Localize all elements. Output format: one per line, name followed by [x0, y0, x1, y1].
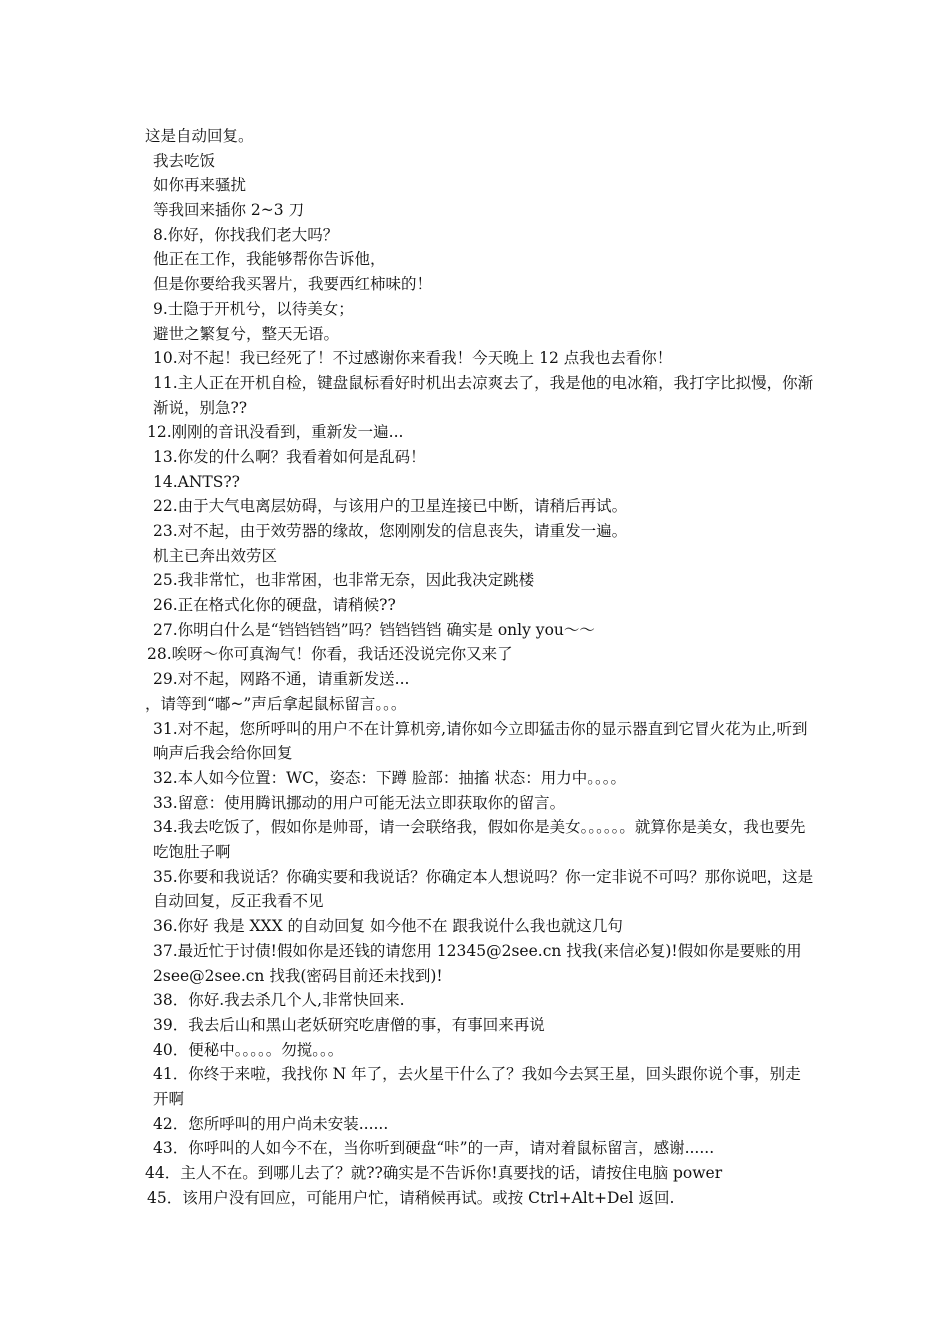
text-line: 9.士隐于开机兮，以待美女； [153, 299, 354, 318]
text-line: 14.ANTS?? [153, 472, 240, 491]
text-line: 等我回来插你 2~3 刀 [153, 201, 305, 220]
text-line: 45．该用户没有回应，可能用户忙，请稍候再试。或按 Ctrl+Alt+Del 返回. [147, 1188, 675, 1207]
text-line: 25.我非常忙，也非常困，也非常无奈，因此我决定跳楼 [153, 571, 535, 590]
text-line: 避世之繁复兮，整天无语。 [153, 324, 340, 343]
text-line: 10.对不起！我已经死了！不过感谢你来看我！今天晚上 12 点我也去看你！ [153, 349, 673, 368]
text-line: 29.对不起，网路不通，请重新发送... [153, 670, 410, 689]
text-line: 23.对不起，由于效劳器的缘故，您刚刚发的信息丧失，请重发一遍。 [153, 522, 628, 541]
text-line: ，请等到“嘟~”声后拿起鼠标留言。。。 [145, 694, 407, 713]
text-line: 这是自动回复。 [145, 127, 254, 145]
text-paragraph: 11.主人正在开机自检，键盘鼠标看好时机出去凉爽去了，我是他的电冰箱，我打字比拟慢，你渐渐说，别急?? [153, 373, 814, 417]
text-line: 38．你好.我去杀几个人,非常快回来. [153, 991, 405, 1010]
text-line: 12.刚刚的音讯没看到，重新发一遍... [147, 423, 404, 442]
text-line: 40．便秘中。。。。。勿搅。。。 [153, 1040, 344, 1059]
text-line: 机主已奔出效劳区 [153, 546, 278, 565]
text-paragraph: 37.最近忙于讨债!假如你是还钱的请您用 12345@2see.cn 找我(来信必复)!假如你是要账的用 2see@2see.cn 找我(密码目前还未找到)! [153, 941, 802, 985]
text-line: 33.留意：使用腾讯挪动的用户可能无法立即获取你的留言。 [153, 793, 566, 812]
text-line: 43．你呼叫的人如今不在，当你听到硬盘“咔”的一声，请对着鼠标留言，感谢...... [153, 1139, 715, 1158]
text-paragraph: 31.对不起，您所呼叫的用户不在计算机旁,请你如今立即猛击你的显示器直到它冒火花为止,听到响声后我会给你回复 [153, 719, 808, 763]
text-line: 22.由于大气电离层妨碍，与该用户的卫星连接已中断，请稍后再试。 [153, 497, 628, 516]
text-line: 42．您所呼叫的用户尚未安装...... [153, 1114, 389, 1133]
text-line: 他正在工作，我能够帮你告诉他， [153, 250, 386, 269]
text-line: 36.你好 我是 XXX 的自动回复 如今他不在 跟我说什么我也就这几句 [153, 917, 623, 936]
text-line: 28.唉呀～你可真淘气！你看，我话还没说完你又来了 [147, 645, 513, 664]
text-line: 32.本人如今位置：WC，姿态：下蹲 脸部：抽搐 状态：用力中。。。。 [153, 768, 627, 787]
document-body [145, 124, 815, 1210]
text-line: 但是你要给我买署片，我要西红柿味的！ [153, 275, 433, 294]
text-line: 8.你好，你找我们老大吗？ [153, 225, 339, 244]
text-line: 44．主人不在。到哪儿去了？就??确实是不告诉你!真要找的话，请按住电脑 power [145, 1164, 723, 1183]
text-line: 如你再来骚扰 [153, 176, 247, 195]
text-paragraph: 34.我去吃饭了，假如你是帅哥，请一会联络我，假如你是美女。。。。。。就算你是美女，我也要先吃饱肚子啊 [153, 818, 806, 862]
text-line: 39．我去后山和黑山老妖研究吃唐僧的事，有事回来再说 [153, 1015, 545, 1034]
text-line: 27.你明白什么是“铛铛铛铛”吗？铛铛铛铛 确实是 only you～～ [153, 620, 595, 639]
text-line: 26.正在格式化你的硬盘，请稍候?? [153, 596, 396, 615]
text-line: 13.你发的什么啊？我看着如何是乱码！ [153, 447, 426, 466]
text-paragraph: 35.你要和我说话？你确实要和我说话？你确定本人想说吗？你一定非说不可吗？那你说吧，这是自动回复，反正我看不见 [153, 867, 814, 911]
text-paragraph: 41．你终于来啦，我找你 N 年了，去火星干什么了？我如今去冥王星，回头跟你说个事，别走开啊 [153, 1065, 801, 1108]
text-line: 我去吃饭 [153, 151, 216, 170]
